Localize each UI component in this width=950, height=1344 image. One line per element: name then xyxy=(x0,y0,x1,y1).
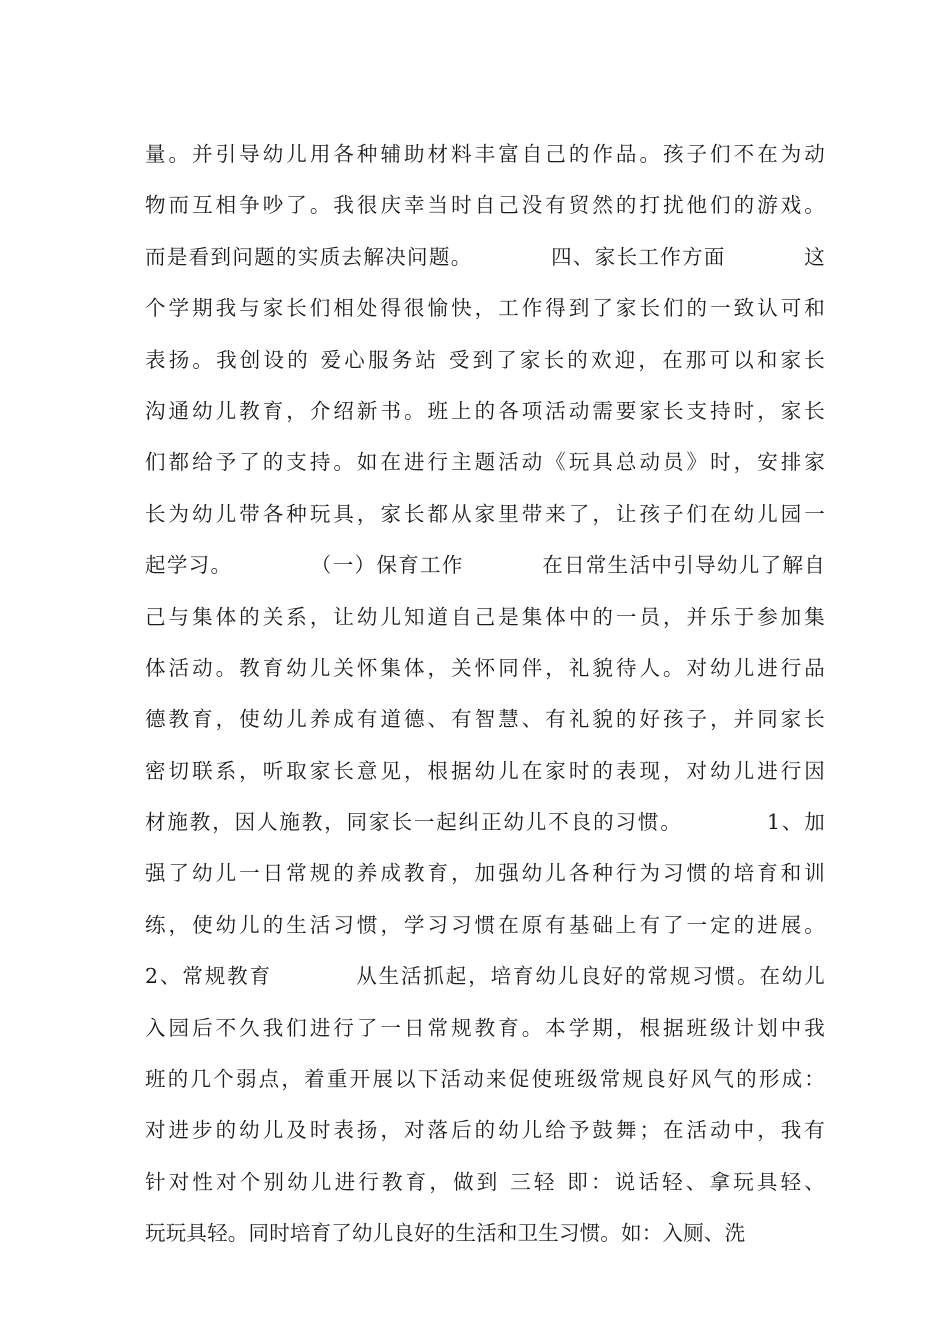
text-line: 而是看到问题的实质去解决问题。 四、家长工作方面 这 xyxy=(145,244,825,269)
text-line: 入园后不久我们进行了一日常规教育。本学期，根据班级计划中我 xyxy=(145,1015,825,1040)
text-line: 针对性对个别幼儿进行教育，做到 三轻 即：说话轻、拿玩具轻、 xyxy=(145,1169,825,1194)
text-line: 2、常规教育 从生活抓起，培育幼儿良好的常规习惯。在幼儿 xyxy=(145,964,825,989)
text-line: 表扬。我创设的 爱心服务站 受到了家长的欢迎，在那可以和家长 xyxy=(145,347,825,372)
text-line: 起学习。 （一）保育工作 在日常生活中引导幼儿了解自 xyxy=(145,553,825,578)
text-line: 长为幼儿带各种玩具，家长都从家里带来了，让孩子们在幼儿园一 xyxy=(145,501,825,526)
text-line: 们都给予了的支持。如在进行主题活动《玩具总动员》时，安排家 xyxy=(145,450,825,475)
text-line: 材施教，因人施教，同家长一起纠正幼儿不良的习惯。 1、加 xyxy=(145,810,825,835)
body-text xyxy=(145,129,825,1260)
text-line: 物而互相争吵了。我很庆幸当时自己没有贸然的打扰他们的游戏。 xyxy=(145,193,825,218)
text-line: 强了幼儿一日常规的养成教育，加强幼儿各种行为习惯的培育和训 xyxy=(145,861,825,886)
text-line: 德教育，使幼儿养成有道德、有智慧、有礼貌的好孩子，并同家长 xyxy=(145,707,825,732)
text-line: 个学期我与家长们相处得很愉快，工作得到了家长们的一致认可和 xyxy=(145,296,825,321)
text-line: 玩玩具轻。同时培育了幼儿良好的生活和卫生习惯。如：入厕、洗 xyxy=(145,1221,746,1246)
text-line: 练，使幼儿的生活习惯，学习习惯在原有基础上有了一定的进展。 xyxy=(145,912,825,937)
text-line: 体活动。教育幼儿关怀集体，关怀同伴，礼貌待人。对幼儿进行品 xyxy=(145,655,825,680)
text-line: 对进步的幼儿及时表扬，对落后的幼儿给予鼓舞；在活动中，我有 xyxy=(145,1118,825,1143)
text-line: 量。并引导幼儿用各种辅助材料丰富自己的作品。孩子们不在为动 xyxy=(145,142,825,166)
text-line: 己与集体的关系，让幼儿知道自己是集体中的一员，并乐于参加集 xyxy=(145,604,825,629)
text-line: 班的几个弱点，着重开展以下活动来促使班级常规良好风气的形成： xyxy=(145,1067,825,1092)
text-line: 密切联系，听取家长意见，根据幼儿在家时的表现，对幼儿进行因 xyxy=(145,758,825,783)
text-line: 沟通幼儿教育，介绍新书。班上的各项活动需要家长支持时，家长 xyxy=(145,398,825,423)
